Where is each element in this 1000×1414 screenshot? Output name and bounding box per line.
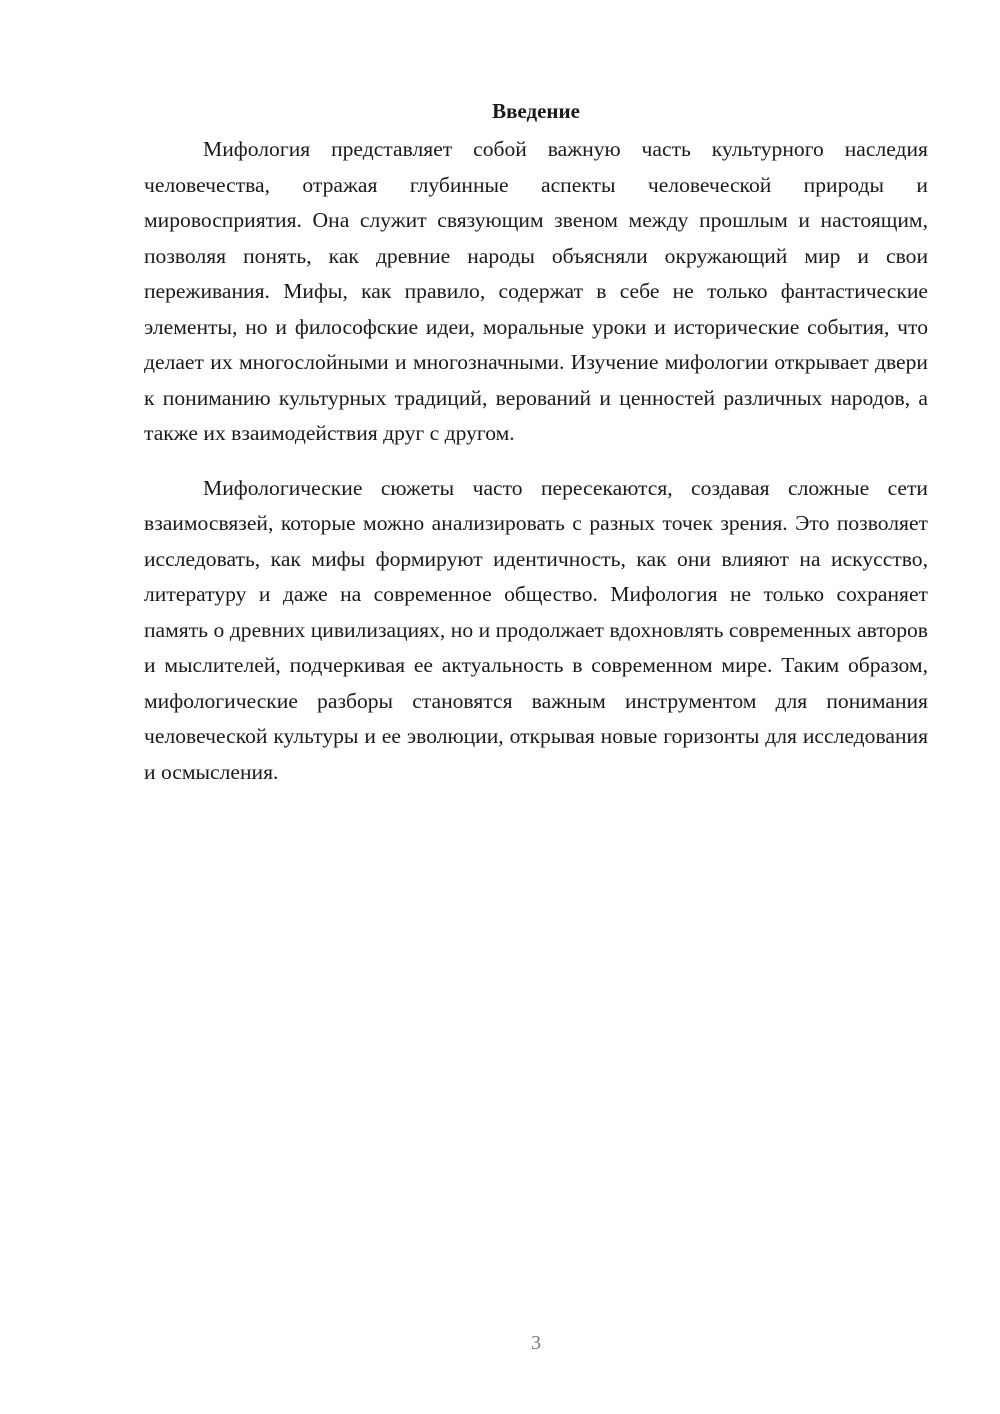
paragraph-2: Мифологические сюжеты часто пересекаются, создавая сложные сети взаимосвязей, которые можно анализировать с разных точек зрения. Это позволяет исследовать, как мифы формируют идентичность, как они влияют на искусство, литературу и даже на современное общество. Мифология не только сохраняет память о древних цивилизациях, но и продолжает вдохновлять современных авторов и мыслителей, подчеркивая ее актуальность в современном мире. Таким образом, мифологические разборы становятся важным инструментом для понимания человеческой культуры и ее эволюции, открывая новые горизонты для исследования и осмысления.: [144, 475, 928, 784]
paragraph-1: Мифология представляет собой важную часть культурного наследия человечества, отражая глубинные аспекты человеческой природы и мировосприятия. Она служит связующим звеном между прошлым и настоящим, позволяя понять, как древние народы объясняли окружающий мир и свои переживания. Мифы, как правило, содержат в себе не только фантастические элементы, но и философские идеи, моральные уроки и исторические события, что делает их многослойными и многозначными. Изучение мифологии открывает двери к пониманию культурных традиций, верований и ценностей различных народов, а также их взаимодействия друг с другом.: [144, 137, 928, 445]
section-heading: Введение: [492, 99, 580, 123]
page-content: [144, 94, 928, 809]
page-number: 3: [531, 1332, 541, 1354]
